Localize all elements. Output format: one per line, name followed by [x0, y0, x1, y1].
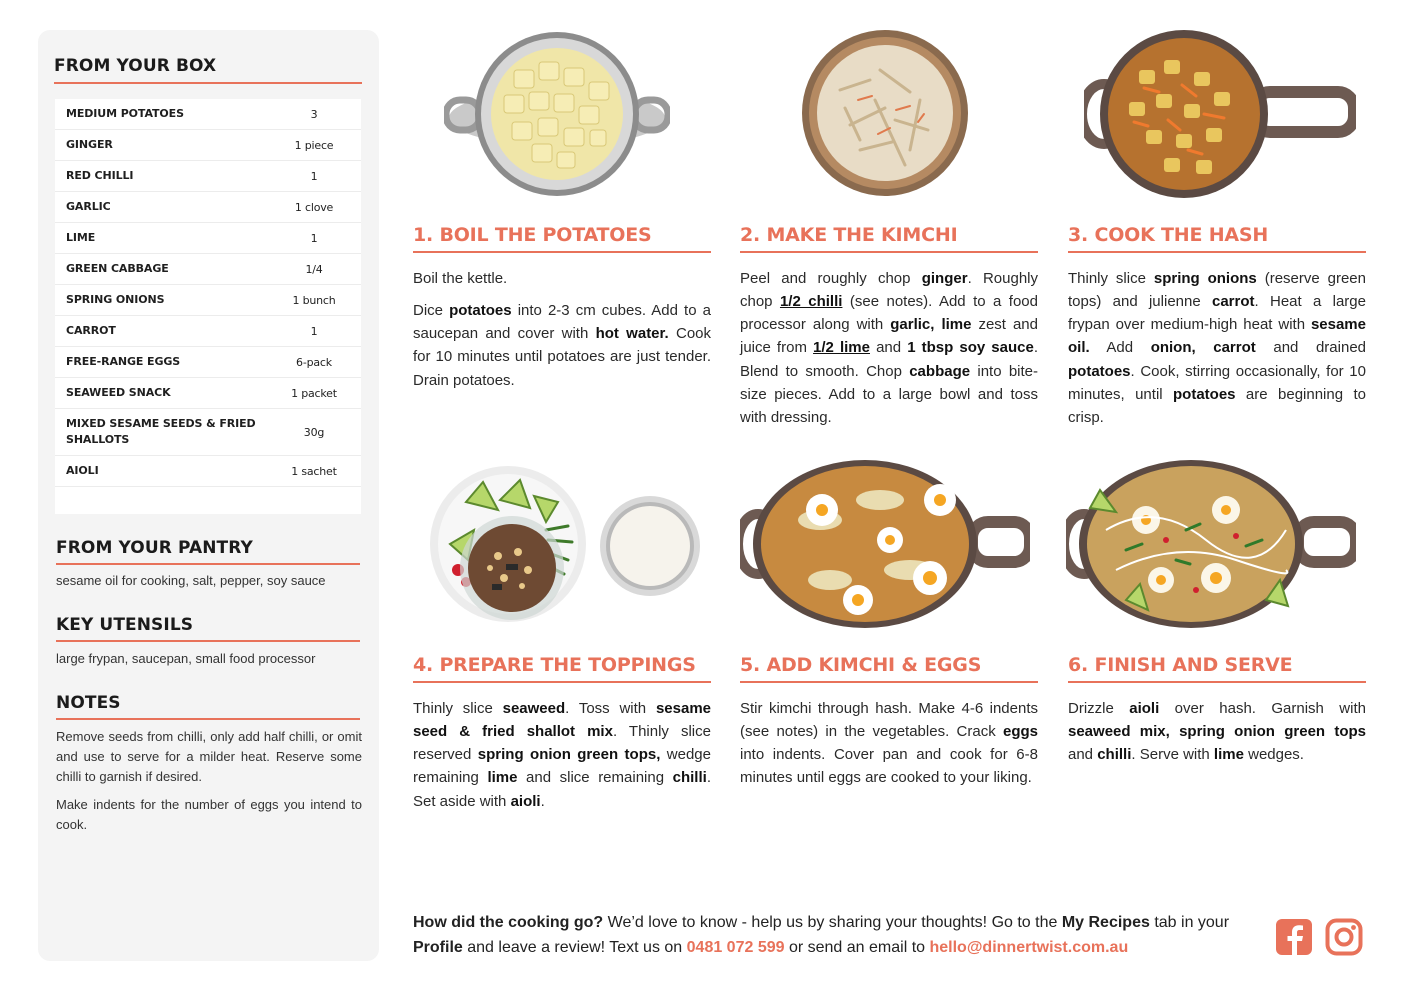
from-your-pantry-heading: FROM YOUR PANTRY [56, 538, 253, 558]
divider [1068, 681, 1366, 683]
ingredient-row [55, 378, 361, 409]
divider [54, 82, 362, 84]
notes-heading: NOTES [56, 693, 121, 713]
instagram-icon[interactable] [1325, 918, 1363, 956]
ingredient-row [55, 223, 361, 254]
email-link[interactable]: hello@dinnertwist.com.au [929, 939, 1129, 956]
ingredient-name: AIOLI [66, 464, 99, 477]
ingredient-row [55, 285, 361, 316]
ingredient-quantity: 1 [310, 169, 318, 183]
phone-number-link[interactable]: 0481 072 599 [686, 939, 785, 956]
step-instructions: Boil the kettle. Dice potatoes into 2-3 cm cubes. Add to a saucepan and cover with hot water. Cook for 10 minutes until potatoes are just tender. Drain potatoes. [413, 269, 712, 389]
ingredients-sidebar [38, 30, 379, 961]
ingredient-row [55, 409, 361, 456]
ingredient-name: SEAWEED SNACK [66, 386, 171, 399]
step-instructions: Thinly slice spring onions (reserve green tops) and julienne carrot. Heat a large frypan over medium-high heat with sesame oil. Add onion, carrot and drained potatoes. Cook, stirring occasionally, for 10 minutes, until potatoes are beginning to crisp. [1068, 269, 1367, 427]
step-4 [413, 654, 711, 822]
ingredient-row [55, 130, 361, 161]
step-3 [1068, 224, 1366, 439]
step-title: 4. PREPARE THE TOPPINGS [413, 654, 696, 676]
ingredient-quantity: 1 [310, 324, 318, 338]
divider [1068, 251, 1366, 253]
step-title: 2. MAKE THE KIMCHI [740, 224, 958, 246]
ingredient-name: GINGER [66, 138, 113, 151]
ingredient-quantity: 1 clove [294, 200, 334, 214]
step-instructions: Stir kimchi through hash. Make 4-6 indents (see notes) in the vegetables. Crack eggs into indents. Cover pan and cook for 6-8 minutes until eggs are cooked to your liking. [740, 699, 1038, 787]
ingredient-row [55, 456, 361, 487]
divider [413, 681, 711, 683]
footer-text: or send an email to [784, 939, 930, 956]
feedback-question: How did the cooking go? [413, 914, 604, 931]
step-instructions: Thinly slice seaweed. Toss with sesame seed & fried shallot mix. Thinly slice reserved spring onion green tops, wedge remaining lime and slice remaining chilli. Set aside with aioli. [413, 699, 712, 810]
ingredient-name: LIME [66, 231, 96, 244]
ingredient-quantity: 6-pack [296, 355, 332, 369]
ingredient-row [55, 161, 361, 192]
utensils-text: large frypan, saucepan, small food processor [56, 651, 316, 666]
feedback-footer [413, 910, 1253, 960]
ingredient-quantity: 1 [310, 231, 318, 245]
profile-link[interactable]: Profile [413, 939, 463, 956]
ingredient-row [55, 254, 361, 285]
step-title: 6. FINISH AND SERVE [1068, 654, 1293, 676]
ingredient-name: GARLIC [66, 200, 111, 213]
ingredient-row [55, 192, 361, 223]
ingredient-name: GREEN CABBAGE [66, 262, 169, 275]
ingredient-row [55, 99, 361, 130]
step-instructions: Drizzle aioli over hash. Garnish with seaweed mix, spring onion green tops and chilli. Serve with lime wedges. [1068, 699, 1366, 764]
toppings-photo [428, 460, 700, 630]
hash-frypan-photo [1084, 30, 1356, 200]
kimchi-bowl-photo [800, 30, 970, 200]
ingredient-name: MEDIUM POTATOES [66, 107, 184, 120]
divider [56, 563, 360, 565]
footer-text: tab in your [1149, 914, 1230, 931]
step-2 [740, 224, 1038, 439]
ingredient-quantity: 1 packet [291, 386, 337, 400]
ingredient-row [55, 347, 361, 378]
ingredient-name: CARROT [66, 324, 116, 337]
ingredient-name: SPRING ONIONS [66, 293, 165, 306]
kimchi-eggs-frypan-photo [740, 460, 1030, 630]
my-recipes-link[interactable]: My Recipes [1061, 914, 1150, 931]
divider [740, 251, 1038, 253]
step-title: 5. ADD KIMCHI & EGGS [740, 654, 982, 676]
ingredients-table [55, 99, 361, 514]
divider [56, 640, 360, 642]
facebook-icon[interactable] [1275, 918, 1313, 956]
ingredient-name: RED CHILLI [66, 169, 134, 182]
step-5 [740, 654, 1038, 799]
notes-text [56, 727, 362, 843]
step-1 [413, 224, 711, 401]
ingredient-quantity: 1 piece [294, 138, 334, 152]
ingredient-quantity: 1/4 [305, 262, 323, 276]
from-your-box-heading: FROM YOUR BOX [54, 56, 217, 76]
ingredient-name: FREE-RANGE EGGS [66, 355, 181, 368]
ingredient-quantity: 1 sachet [291, 464, 337, 478]
ingredient-row [55, 316, 361, 347]
note-item: Remove seeds from chilli, only add half chilli, or omit and use to serve for a milder heat. Reserve some chilli to garnish if desired. [56, 729, 362, 784]
step-title: 1. BOIL THE POTATOES [413, 224, 652, 246]
footer-text: and leave a review! Text us on [462, 939, 687, 956]
finished-hash-frypan-photo [1066, 460, 1356, 630]
saucepan-potatoes-photo [444, 30, 670, 200]
ingredient-quantity: 1 bunch [292, 293, 336, 307]
divider [413, 251, 711, 253]
divider [56, 718, 360, 720]
footer-text: We’d love to know - help us by sharing your thoughts! Go to the [603, 914, 1062, 931]
note-item: Make indents for the number of eggs you intend to cook. [56, 797, 362, 832]
pantry-items-text: sesame oil for cooking, salt, pepper, soy sauce [56, 573, 326, 588]
ingredient-quantity: 30g [303, 425, 325, 439]
step-6 [1068, 654, 1366, 775]
step-title: 3. COOK THE HASH [1068, 224, 1269, 246]
divider [740, 681, 1038, 683]
ingredient-quantity: 3 [310, 107, 318, 121]
key-utensils-heading: KEY UTENSILS [56, 615, 194, 635]
ingredient-name: MIXED SESAME SEEDS & FRIED SHALLOTS [66, 417, 256, 446]
step-instructions: Peel and roughly chop ginger. Roughly chop 1/2 chilli (see notes). Add to a food processor along with garlic, lime zest and juice from 1/2 lime and 1 tbsp soy sauce. Blend to smooth. Chop cabbage into bite-size pieces. Add to a large bowl and toss with dressing. [740, 269, 1039, 427]
